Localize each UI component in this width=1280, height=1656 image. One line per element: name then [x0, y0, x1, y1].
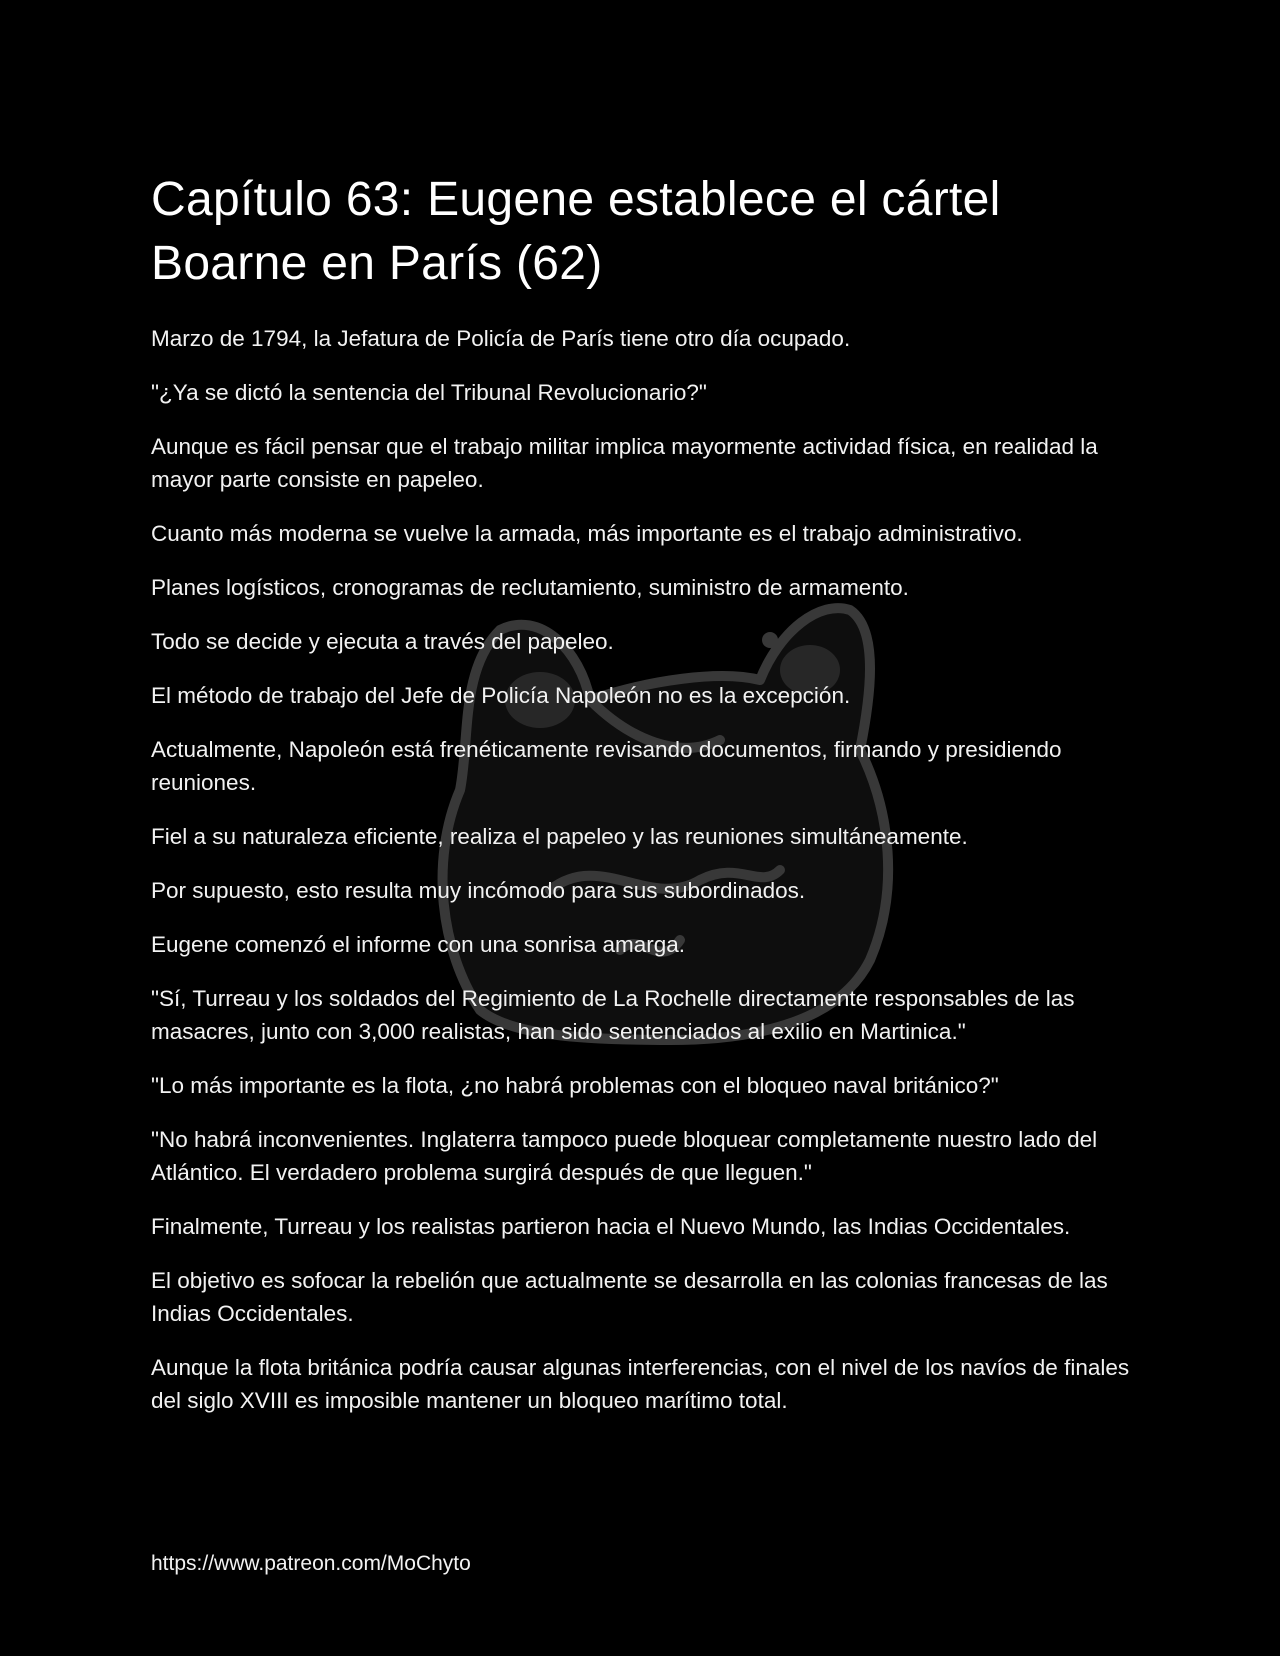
- paragraph: Finalmente, Turreau y los realistas partieron hacia el Nuevo Mundo, las Indias Occidentales.: [151, 1214, 1071, 1239]
- paragraph: Actualmente, Napoleón está frenéticamente revisando documentos, firmando y presidiendo reuniones.: [151, 737, 1062, 795]
- paragraph: Fiel a su naturaleza eficiente, realiza el papeleo y las reuniones simultáneamente.: [151, 824, 968, 849]
- paragraph: El método de trabajo del Jefe de Policía Napoleón no es la excepción.: [151, 683, 851, 708]
- paragraph: Marzo de 1794, la Jefatura de Policía de París tiene otro día ocupado.: [151, 326, 851, 351]
- paragraph: Planes logísticos, cronogramas de reclutamiento, suministro de armamento.: [151, 575, 909, 600]
- paragraph: Cuanto más moderna se vuelve la armada, más importante es el trabajo administrativo.: [151, 521, 1023, 546]
- paragraph: Todo se decide y ejecuta a través del papeleo.: [151, 629, 614, 654]
- paragraph: Aunque la flota británica podría causar algunas interferencias, con el nivel de los navíos de finales del siglo XVIII es imposible mantener un bloqueo marítimo total.: [151, 1355, 1130, 1413]
- paragraph: "Sí, Turreau y los soldados del Regimiento de La Rochelle directamente responsables de las masacres, junto con 3,000 realistas, han sido sentenciados al exilio en Martinica.": [151, 986, 1075, 1044]
- paragraph: Eugene comenzó el informe con una sonrisa amarga.: [151, 932, 686, 957]
- chapter-page: [151, 168, 1141, 1438]
- paragraph: "¿Ya se dictó la sentencia del Tribunal Revolucionario?": [151, 380, 707, 405]
- chapter-title: Capítulo 63: Eugene establece el cártel Boarne en París (62): [151, 173, 1001, 290]
- paragraph: "No habrá inconvenientes. Inglaterra tampoco puede bloquear completamente nuestro lado del Atlántico. El verdadero problema surgirá después de que lleguen.": [151, 1127, 1098, 1185]
- paragraph: El objetivo es sofocar la rebelión que actualmente se desarrolla en las colonias francesas de las Indias Occidentales.: [151, 1268, 1108, 1326]
- paragraph: "Lo más importante es la flota, ¿no habrá problemas con el bloqueo naval británico?": [151, 1073, 999, 1098]
- patreon-link[interactable]: https://www.patreon.com/MoChyto: [151, 1552, 471, 1575]
- paragraph: Aunque es fácil pensar que el trabajo militar implica mayormente actividad física, en realidad la mayor parte consiste en papeleo.: [151, 434, 1098, 492]
- paragraph: Por supuesto, esto resulta muy incómodo para sus subordinados.: [151, 878, 806, 903]
